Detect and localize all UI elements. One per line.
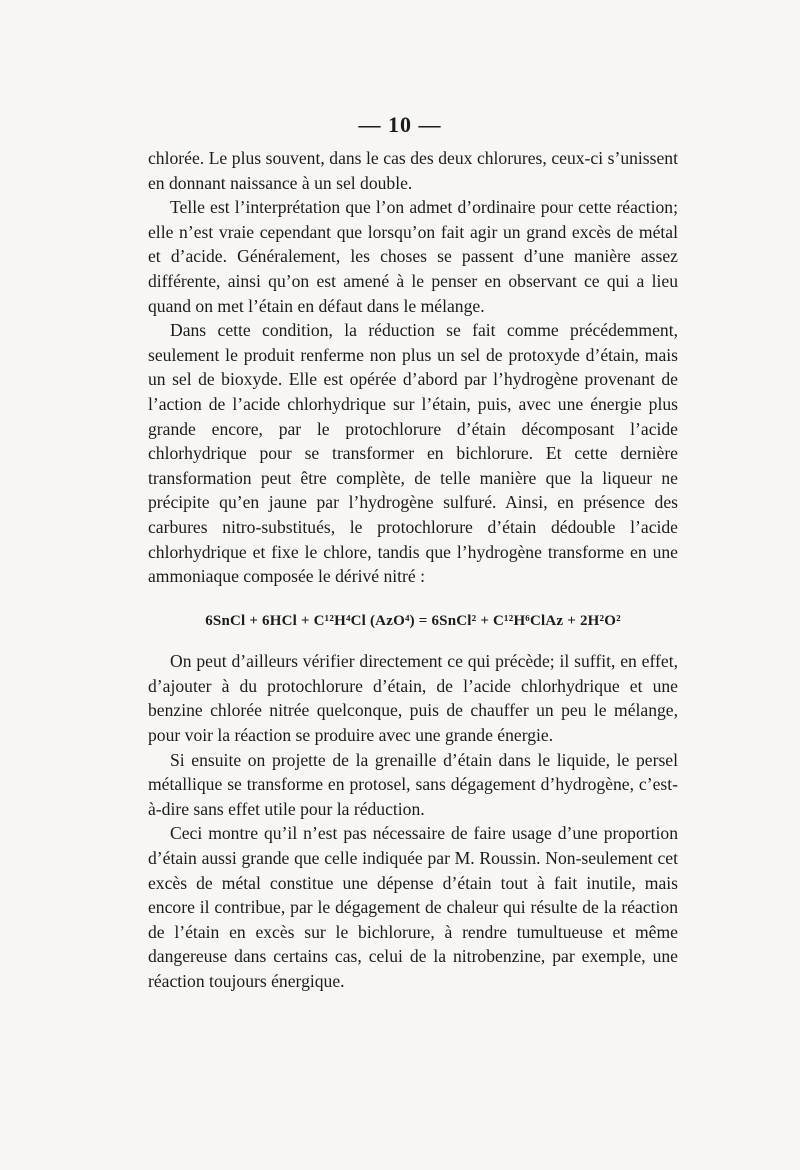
paragraph-conclusion: Ceci montre qu’il n’est pas nécessaire de faire usage d’une proportion d’étain aussi grande que celle indiquée par M. Roussin. Non-seulement cet excès de métal constitue une dépense d’étain tout à fait inutile, mais encore il contribue, par le dégagement de chaleur qui résulte de la réaction de l’étain en excès sur le bichlorure, à rendre tumultueuse et même dangereuse dans certains cas, celui de la nitrobenzine, par exemple, une réaction toujours énergique. <box>148 823 678 991</box>
page-number: — 10 — <box>358 112 442 137</box>
paragraph-verification: On peut d’ailleurs vérifier directement ce qui précède; il suffit, en effet, d’ajouter à du protochlorure d’étain, de l’acide chlorhydrique et une benzine chlorée nitrée quelconque, puis de chauffer un peu le mélange, pour voir la réaction se produire avec une grande énergie. <box>148 651 678 746</box>
paragraph-condition: Dans cette condition, la réduction se fait comme précédemment, seulement le produit renferme non plus un sel de protoxyde d’étain, mais un sel de bioxyde. Elle est opérée d’abord par l’hydrogène provenant de l’action de l’acide chlorhydrique sur l’étain, puis, avec une énergie plus grande encore, par le protochlorure d’étain décomposant l’acide chlorhydrique pour se transformer en bichlorure. Et cette dernière transformation peut être complète, de telle manière que la liqueur ne précipite qu’en jaune par l’hydrogène sulfuré. Ainsi, en présence des carbures nitro-substitués, le protochlorure d’étain dédouble l’acide chlorhydrique et fixe le chlore, tandis que l’hydrogène transforme en une ammoniaque composée le dérivé nitré : <box>148 320 678 587</box>
paragraph-continuation: chlorée. Le plus souvent, dans le cas des deux chlorures, ceux-ci s’unissent en donnant naissance à un sel double. <box>148 148 678 193</box>
body-text <box>148 146 678 994</box>
paragraph-interpretation: Telle est l’interprétation que l’on admet d’ordinaire pour cette réaction; elle n’est vraie cependant que lorsqu’on fait agir un grand excès de métal et d’acide. Généralement, les choses se passent d’une manière assez différente, ainsi qu’on est amené à le penser en observant ce qui a lieu quand on met l’étain en défaut dans le mélange. <box>148 197 678 316</box>
chemical-equation: 6SnCl + 6HCl + C¹²H⁴Cl (AzO⁴) = 6SnCl² + C¹²H⁶ClAz + 2H²O² <box>205 612 621 629</box>
paragraph-grenaille: Si ensuite on projette de la grenaille d’étain dans le liquide, le persel métallique se transforme en protosel, sans dégagement d’hydrogène, c’est-à-dire sans effet utile pour la réduction. <box>148 749 678 819</box>
